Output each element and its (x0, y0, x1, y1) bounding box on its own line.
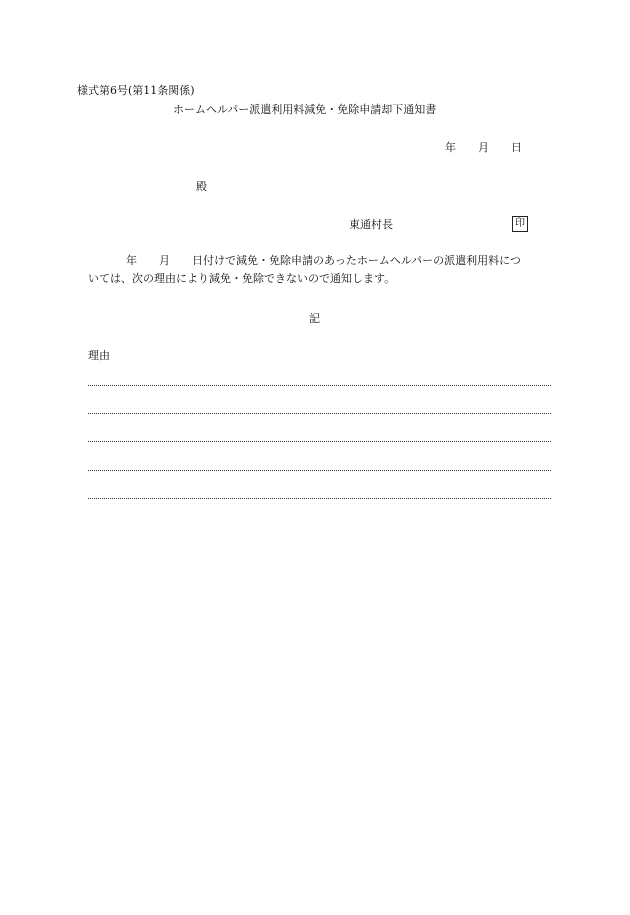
form-number: 様式第6号(第11条関係) (77, 84, 195, 97)
issuer-name: 東通村長 (349, 218, 393, 231)
body-month: 月 (159, 254, 170, 267)
body-text-1: 日付けで減免・免除申請のあったホームヘルパーの派遣利用料につ (192, 254, 521, 267)
reason-label: 理由 (88, 349, 110, 362)
date-line (445, 141, 522, 155)
notice-body (88, 252, 553, 288)
date-day: 日 (511, 141, 522, 154)
ki-heading: 記 (309, 312, 320, 325)
document-title: ホームヘルパー派遣利用料減免・免除申請却下通知書 (173, 103, 437, 116)
body-year: 年 (126, 254, 137, 267)
date-month: 月 (478, 141, 489, 154)
body-line-2: いては、次の理由により減免・免除できないので通知します。 (88, 272, 396, 285)
seal-mark: 印 (512, 216, 528, 232)
reason-line-2[interactable] (88, 413, 551, 414)
reason-line-5[interactable] (88, 498, 551, 499)
reason-line-3[interactable] (88, 441, 551, 442)
addressee-honorific: 殿 (196, 180, 207, 193)
reason-line-4[interactable] (88, 470, 551, 471)
date-year: 年 (445, 141, 456, 154)
body-line-1 (88, 252, 553, 270)
reason-line-1[interactable] (88, 385, 551, 386)
